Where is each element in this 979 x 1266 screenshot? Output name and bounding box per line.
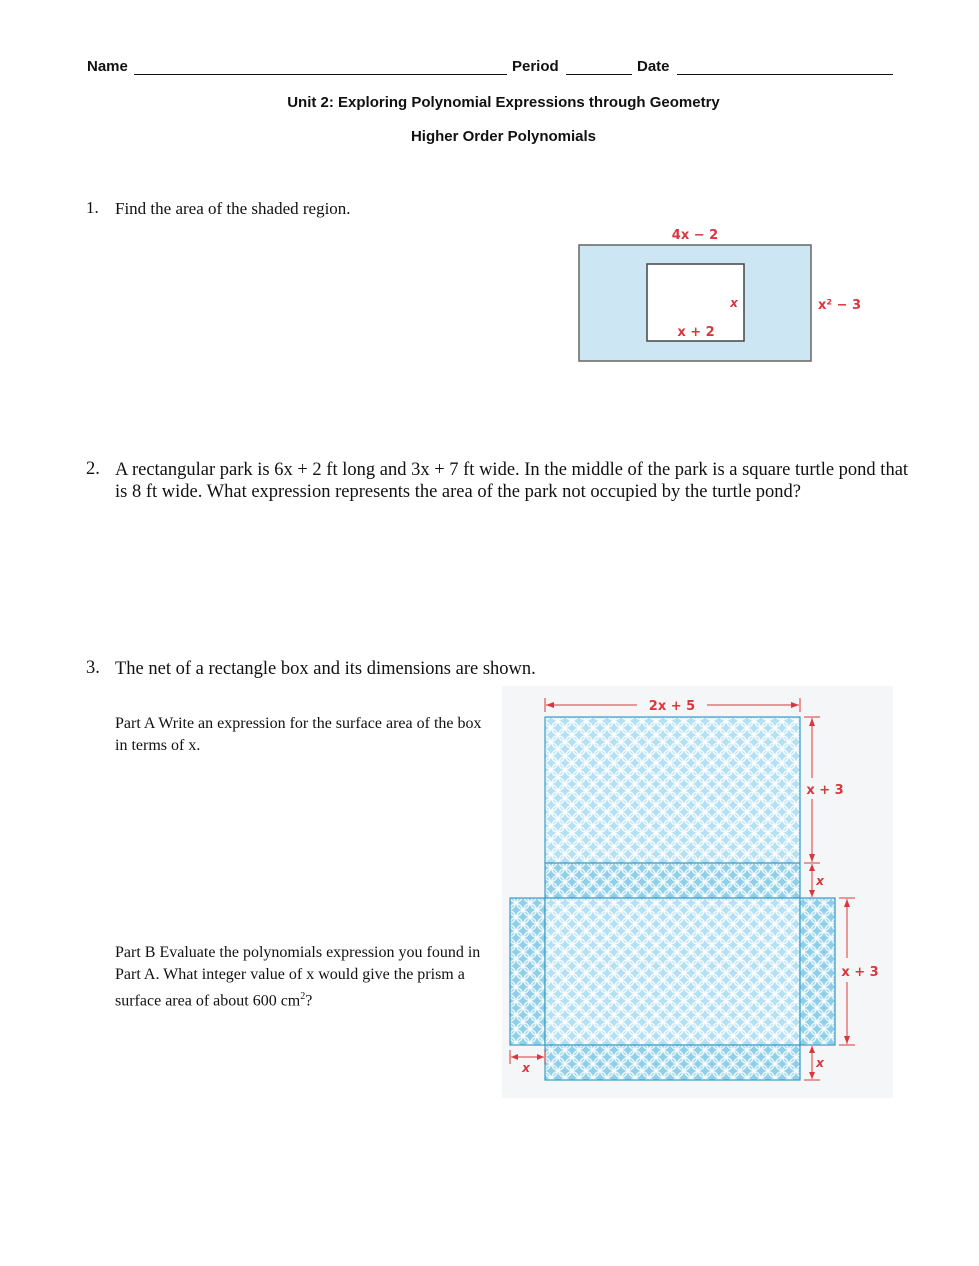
inner-width-label: x + 2: [677, 325, 715, 340]
period-field[interactable]: [566, 74, 632, 75]
top-strip-label: x: [816, 874, 824, 888]
part-b-exponent: 2: [300, 991, 306, 1002]
shaded-region-figure: [560, 220, 890, 370]
question-3-number: 3.: [86, 658, 100, 678]
bottom-strip-label: x: [816, 1056, 824, 1070]
net-top-face: [545, 717, 800, 863]
page-title: Unit 2: Exploring Polynomial Expressions through Geometry: [287, 94, 720, 111]
net-middle-face: [545, 898, 800, 1045]
part-b-text: [115, 942, 495, 1012]
part-a-text: Part A Write an expression for the surface area of the box in terms of x.: [115, 715, 482, 754]
net-bottom-strip: [545, 1045, 800, 1080]
outer-height-label: x² − 3: [818, 298, 862, 313]
net-left-flap: [510, 898, 545, 1045]
question-1-text: Find the area of the shaded region.: [115, 199, 351, 218]
question-3-text: The net of a rectangle box and its dimensions are shown.: [115, 659, 536, 679]
box-net-figure: [502, 686, 893, 1098]
top-face-height-label: x + 3: [806, 783, 844, 798]
top-width-label: 2x + 5: [648, 699, 696, 714]
period-label: Period: [512, 58, 559, 75]
part-b-body: Part B Evaluate the polynomials expression you found in Part A. What integer value of x would give the prism a surface area of about 600 cm: [115, 944, 481, 1010]
date-label: Date: [637, 58, 670, 75]
net-top-strip: [545, 863, 800, 898]
side-flap-label: x: [522, 1061, 530, 1075]
date-field[interactable]: [677, 74, 893, 75]
question-2-number: 2.: [86, 459, 100, 479]
middle-face-height-label: x + 3: [841, 965, 879, 980]
net-right-flap: [800, 898, 835, 1045]
question-2-text: A rectangular park is 6x + 2 ft long and 3x + 7 ft wide. In the middle of the park is a square turtle pond that is 8 ft wide. What expression represents the area of the park not occupied by the turtle pond?: [115, 460, 909, 502]
page-subtitle: Higher Order Polynomials: [410, 128, 597, 145]
name-label: Name: [87, 58, 128, 75]
header-row: [87, 58, 893, 80]
question-1-number: 1.: [86, 198, 99, 217]
outer-width-label: 4x − 2: [671, 228, 719, 243]
name-field[interactable]: [134, 74, 507, 75]
inner-height-label: x: [730, 296, 738, 310]
part-b-end: ?: [305, 992, 313, 1010]
